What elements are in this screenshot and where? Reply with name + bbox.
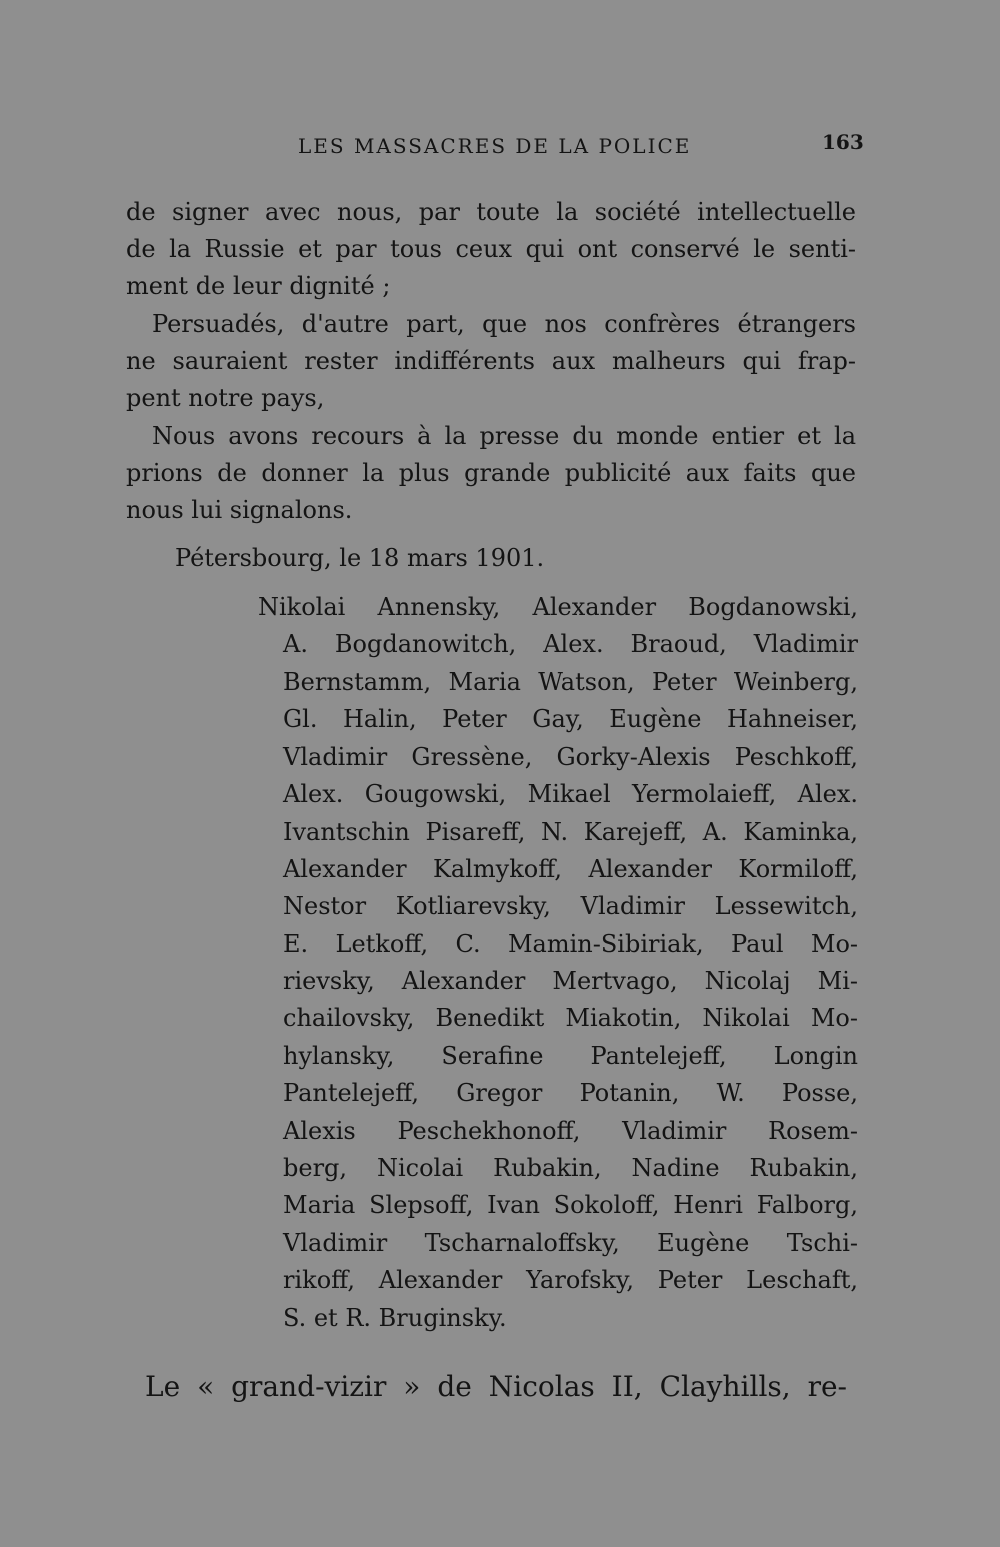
page-header: [0, 128, 1000, 168]
signatory-line: chailovsky, Benedikt Miakotin, Nikolai Mo-: [283, 1004, 858, 1032]
paragraph-2-line: pent notre pays,: [126, 384, 325, 412]
signatory-line: Bernstamm, Maria Watson, Peter Weinberg,: [283, 668, 858, 696]
paragraph-3-line: prions de donner la plus grande publicité aux faits que: [126, 459, 856, 487]
signatory-line: berg, Nicolai Rubakin, Nadine Rubakin,: [283, 1154, 858, 1182]
signatory-line: Gl. Halin, Peter Gay, Eugène Hahneiser,: [283, 705, 858, 733]
paragraph-1-line: de la Russie et par tous ceux qui ont conservé le senti-: [126, 235, 856, 263]
signatory-line: Alexis Peschekhonoff, Vladimir Rosem-: [283, 1117, 858, 1145]
paragraph-3-line: nous lui signalons.: [126, 496, 353, 524]
signatory-line: Alexander Kalmykoff, Alexander Kormiloff,: [283, 855, 858, 883]
page-number: 163: [822, 130, 864, 154]
signatory-line: Ivantschin Pisareff, N. Karejeff, A. Kaminka,: [283, 818, 858, 846]
signatory-line: rikoff, Alexander Yarofsky, Peter Leschaft,: [283, 1266, 858, 1294]
signatory-line: Alex. Gougowski, Mikael Yermolaieff, Alex.: [283, 780, 858, 808]
paragraph-2-line: Persuadés, d'autre part, que nos confrères étrangers: [152, 310, 856, 338]
signatory-line: Nestor Kotliarevsky, Vladimir Lessewitch,: [283, 892, 858, 920]
paragraph-3-line: Nous avons recours à la presse du monde entier et la: [152, 422, 856, 450]
signatory-line: Vladimir Gressène, Gorky-Alexis Peschkoff,: [283, 743, 858, 771]
signatory-line: Pantelejeff, Gregor Potanin, W. Posse,: [283, 1079, 858, 1107]
signatory-line: rievsky, Alexander Mertvago, Nicolaj Mi-: [283, 967, 858, 995]
signatory-line: S. et R. Bruginsky.: [283, 1304, 507, 1332]
paragraph-2-line: ne sauraient rester indifférents aux malheurs qui frap-: [126, 347, 856, 375]
closing-line: Le « grand-vizir » de Nicolas II, Clayhills, re-: [145, 1370, 847, 1403]
signatory-line: E. Letkoff, C. Mamin-Sibiriak, Paul Mo-: [283, 930, 858, 958]
signatory-line: Maria Slepsoff, Ivan Sokoloff, Henri Falborg,: [283, 1191, 858, 1219]
signatory-line: Vladimir Tscharnaloffsky, Eugène Tschi-: [283, 1229, 858, 1257]
signatory-line: hylansky, Serafine Pantelejeff, Longin: [283, 1042, 858, 1070]
dateline: Pétersbourg, le 18 mars 1901.: [175, 544, 545, 572]
signatory-line: Nikolai Annensky, Alexander Bogdanowski,: [258, 593, 858, 621]
running-title: LES MASSACRES DE LA POLICE: [298, 134, 692, 158]
signatory-line: A. Bogdanowitch, Alex. Braoud, Vladimir: [283, 630, 858, 658]
paragraph-1-line: ment de leur dignité ;: [126, 272, 391, 300]
paragraph-1-line: de signer avec nous, par toute la société intellectuelle: [126, 198, 856, 226]
